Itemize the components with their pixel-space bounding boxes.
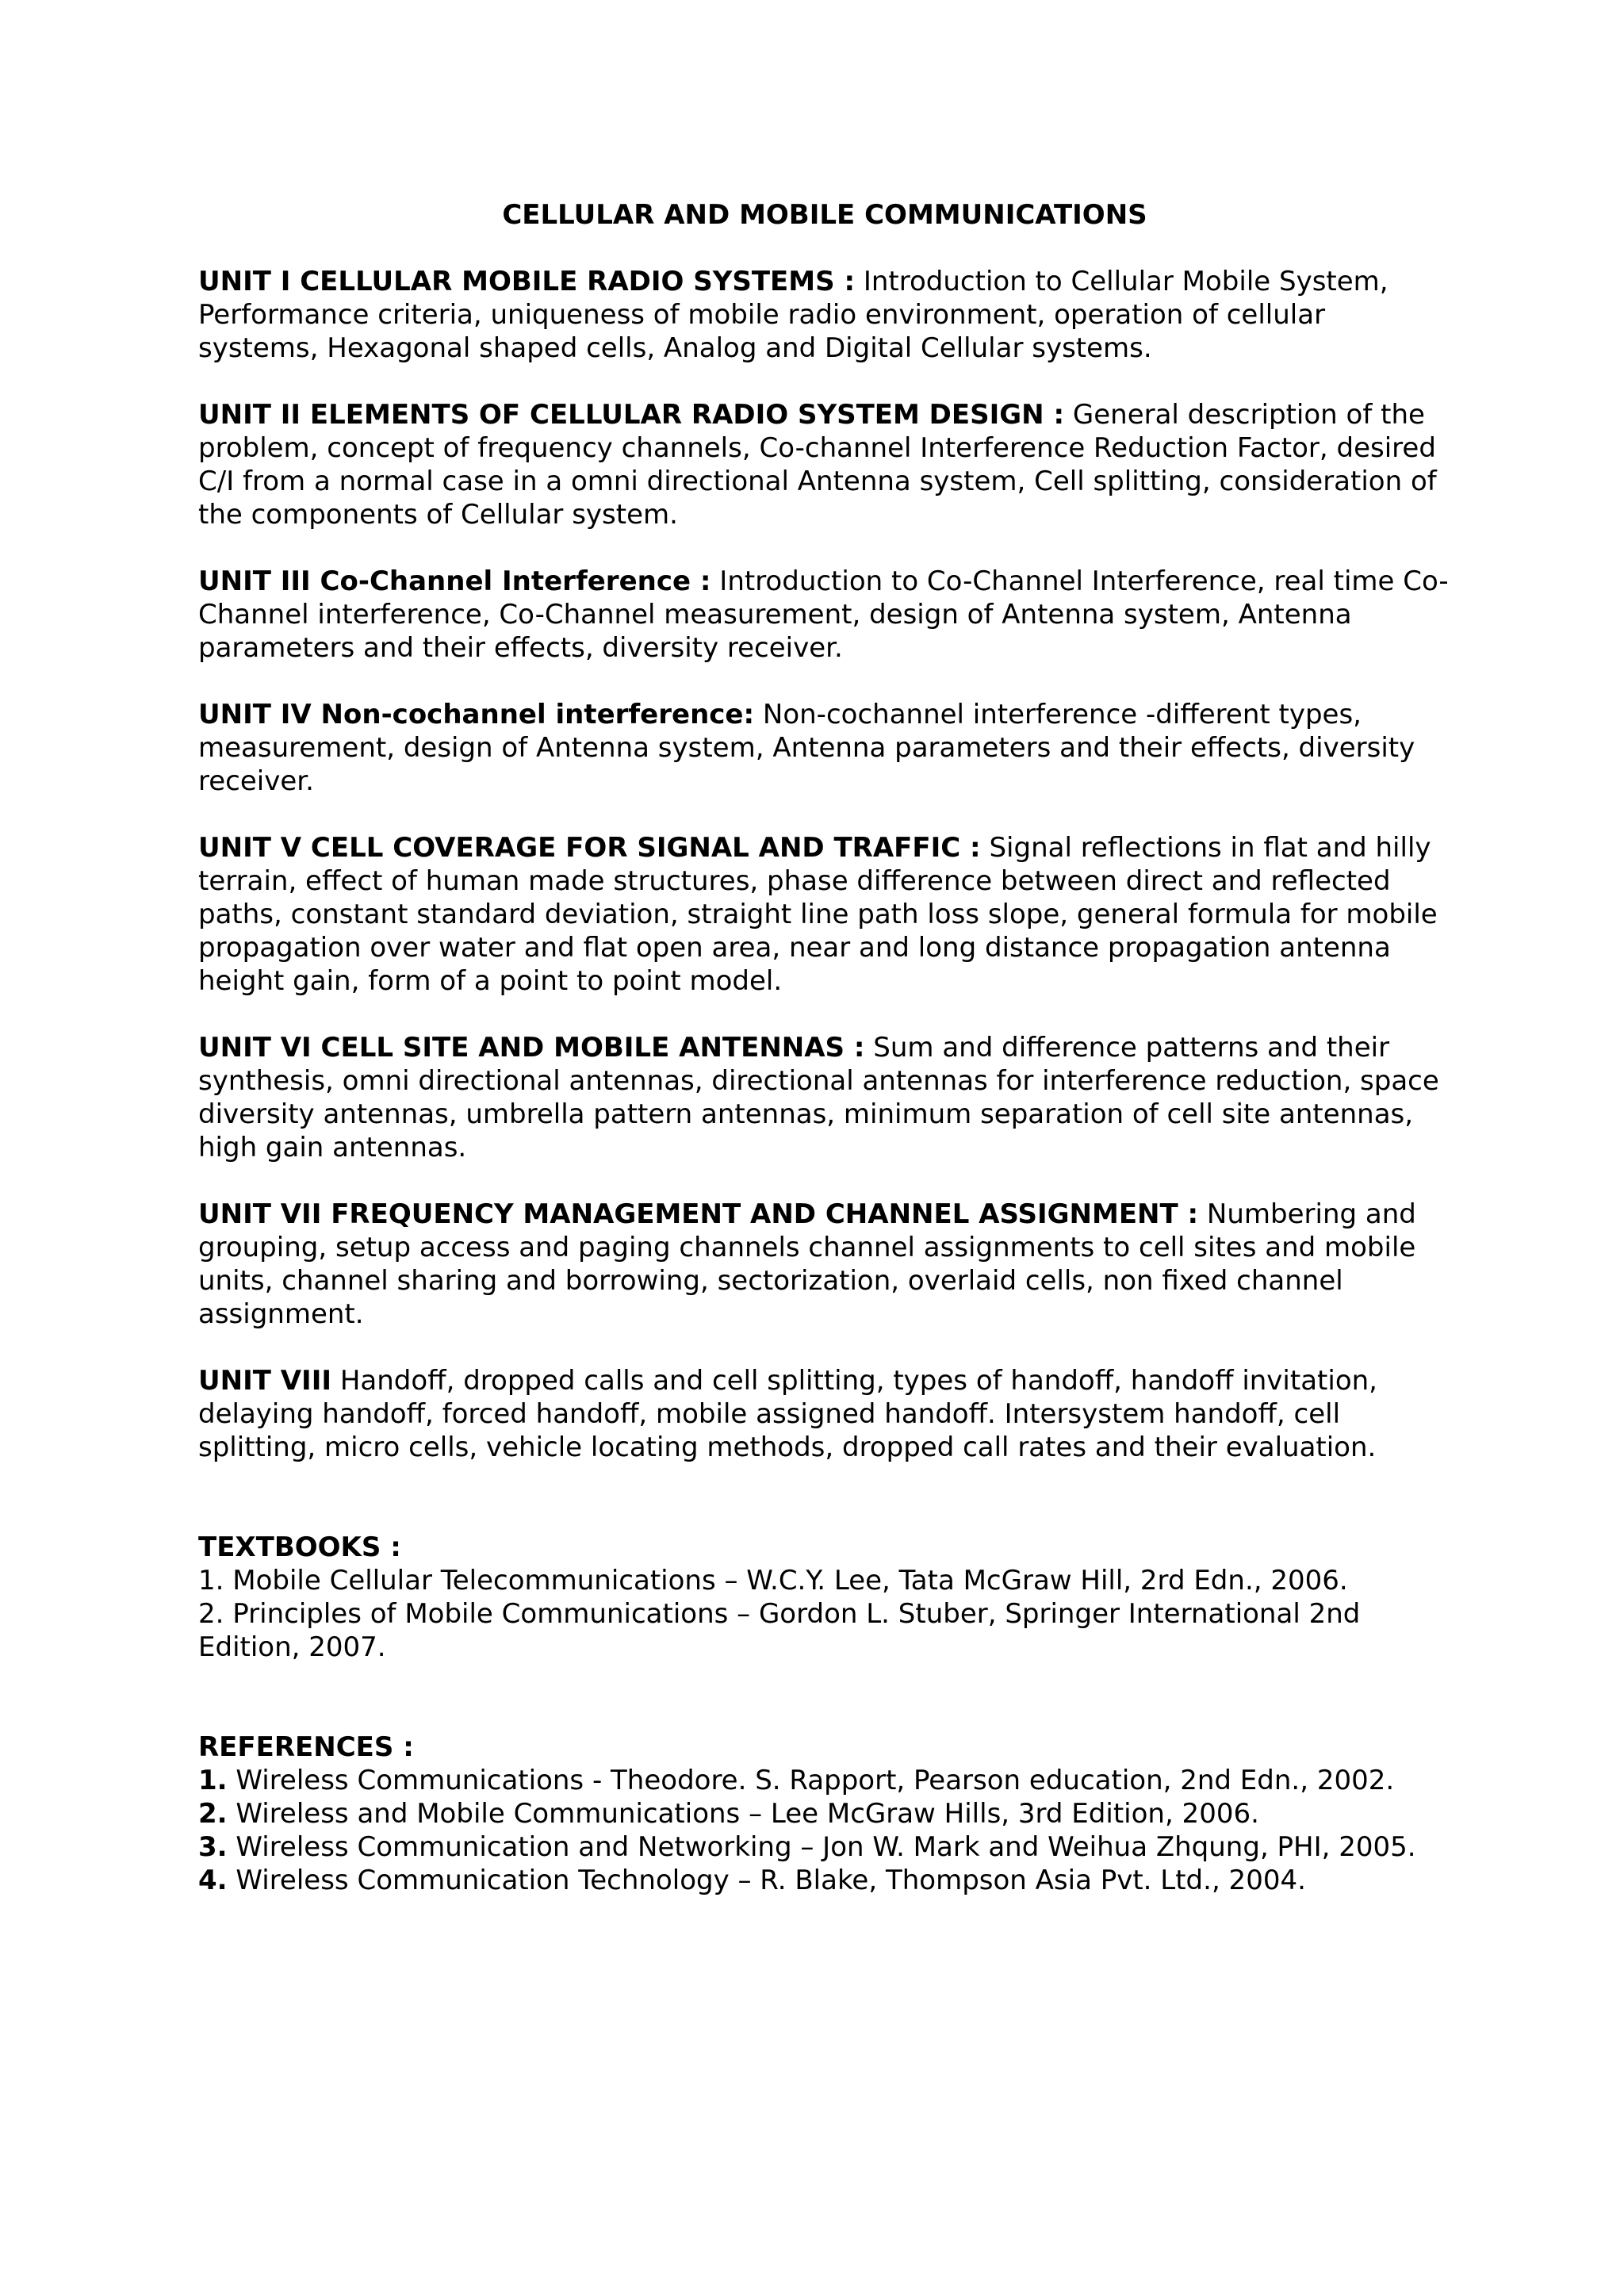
reference-number: 3.: [198, 1831, 228, 1863]
unit-heading: UNIT III Co-Channel Interference :: [198, 565, 711, 597]
unit-heading: UNIT I CELLULAR MOBILE RADIO SYSTEMS :: [198, 266, 856, 297]
reference-number: 4.: [198, 1865, 228, 1896]
reference-text: Wireless Communication Technology – R. Blake, Thompson Asia Pvt. Ltd., 2004.: [227, 1865, 1306, 1896]
textbook-item: 2. Principles of Mobile Communications – Gordon L. Stuber, Springer International 2nd Edition, 2007.: [198, 1598, 1361, 1663]
reference-item: [198, 1830, 1451, 1864]
textbooks-heading: TEXTBOOKS :: [198, 1531, 401, 1563]
unit-heading: UNIT II ELEMENTS OF CELLULAR RADIO SYSTEM DESIGN :: [198, 399, 1065, 431]
unit-heading: UNIT VI CELL SITE AND MOBILE ANTENNAS :: [198, 1032, 865, 1064]
reference-item: [198, 1797, 1451, 1830]
reference-text: Wireless Communications - Theodore. S. Rapport, Pearson education, 2nd Edn., 2002.: [227, 1765, 1395, 1796]
unit-4: [198, 698, 1451, 798]
section-spacer: [198, 1497, 1451, 1531]
references-section: [198, 1731, 1451, 1897]
unit-body: Introduction to Co-Channel Interference, real time Co-Channel interference, Co-Channel measurement, design of Antenna system, Antenna parameters and their effects, diversity receiver.: [198, 565, 1449, 664]
unit-heading: UNIT VIII: [198, 1365, 332, 1397]
page-title: CELLULAR AND MOBILE COMMUNICATIONS: [502, 199, 1147, 231]
syllabus-page: [198, 198, 1451, 1897]
unit-body: Introduction to Cellular Mobile System, Performance criteria, uniqueness of mobile radio environment, operation of cellular systems, Hexagonal shaped cells, Analog and Digital Cellular systems.: [198, 266, 1388, 364]
unit-body: Non-cochannel interference -different types, measurement, design of Antenna system, Antenna parameters and their effects, diversity receiver.: [198, 699, 1415, 797]
section-spacer: [198, 1664, 1451, 1697]
unit-heading: UNIT V CELL COVERAGE FOR SIGNAL AND TRAFFIC :: [198, 832, 981, 864]
unit-heading: UNIT IV Non-cochannel interference:: [198, 699, 755, 730]
reference-item: [198, 1764, 1451, 1797]
unit-body: Numbering and grouping, setup access and paging channels channel assignments to cell sites and mobile units, channel sharing and borrowing, sectorization, overlaid cells, non fixed channel assignment.: [198, 1198, 1416, 1330]
unit-1: [198, 265, 1451, 365]
unit-body: Signal reflections in flat and hilly terrain, effect of human made structures, phase difference between direct and reflected paths, constant standard deviation, straight line path loss slope, general formula for mobile propagation over water and flat open area, near and long distance propagation antenna height gain, form of a point to point model.: [198, 832, 1438, 997]
unit-7: [198, 1198, 1451, 1331]
unit-5: [198, 831, 1451, 998]
reference-number: 1.: [198, 1765, 228, 1796]
textbook-item: 1. Mobile Cellular Telecommunications – W.C.Y. Lee, Tata McGraw Hill, 2rd Edn., 2006.: [198, 1565, 1348, 1596]
reference-text: Wireless Communication and Networking – Jon W. Mark and Weihua Zhqung, PHI, 2005.: [227, 1831, 1416, 1863]
unit-body: General description of the problem, concept of frequency channels, Co-channel Interference Reduction Factor, desired C/I from a normal case in a omni directional Antenna system, Cell splitting, consideration of the components of Cellular system.: [198, 399, 1437, 531]
unit-heading: UNIT VII FREQUENCY MANAGEMENT AND CHANNEL ASSIGNMENT :: [198, 1198, 1199, 1230]
reference-item: [198, 1864, 1451, 1897]
textbooks-section: [198, 1531, 1451, 1664]
unit-2: [198, 398, 1451, 531]
unit-3: [198, 565, 1451, 665]
unit-body: Handoff, dropped calls and cell splitting, types of handoff, handoff invitation, delaying handoff, forced handoff, mobile assigned handoff. Intersystem handoff, cell splitting, micro cells, vehicle locating methods, dropped call rates and their evaluation.: [198, 1365, 1377, 1463]
section-spacer: [198, 1697, 1451, 1731]
reference-number: 2.: [198, 1798, 228, 1830]
unit-body: Sum and difference patterns and their synthesis, omni directional antennas, directional antennas for interference reduction, space diversity antennas, umbrella pattern antennas, minimum separation of cell site antennas, high gain antennas.: [198, 1032, 1439, 1163]
unit-6: [198, 1031, 1451, 1164]
reference-text: Wireless and Mobile Communications – Lee McGraw Hills, 3rd Edition, 2006.: [227, 1798, 1259, 1830]
unit-8: [198, 1364, 1451, 1464]
references-heading: REFERENCES :: [198, 1731, 414, 1763]
